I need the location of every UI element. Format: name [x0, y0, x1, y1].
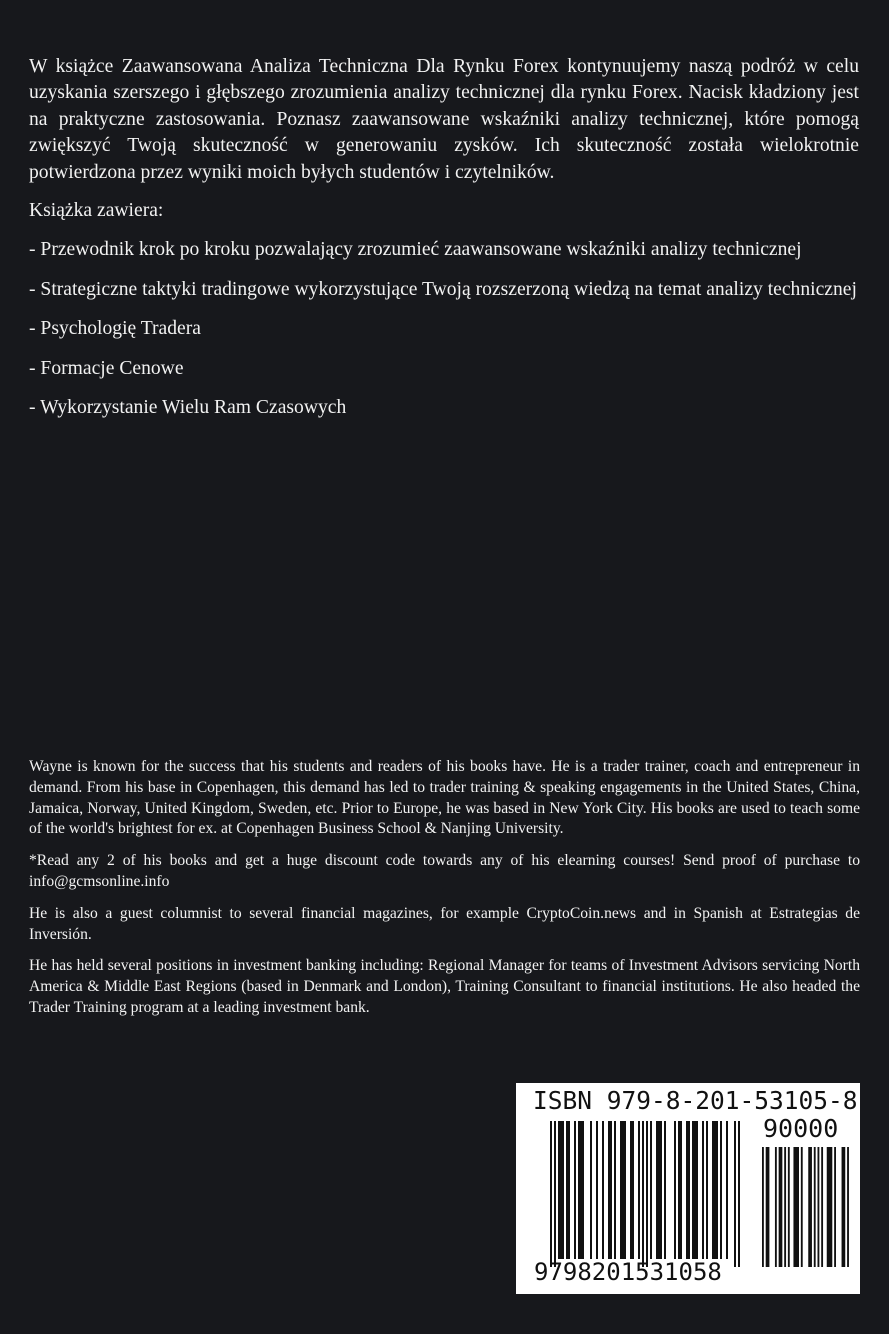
barcode-bar — [620, 1121, 626, 1259]
barcode-bar — [656, 1121, 662, 1259]
barcode-bar — [720, 1121, 722, 1259]
barcode-bar — [738, 1121, 740, 1267]
ean-number: 9798201531058 — [534, 1258, 722, 1286]
isbn-barcode — [516, 1083, 860, 1294]
barcode-bar — [847, 1147, 849, 1267]
barcode-bar — [664, 1121, 666, 1259]
barcode-bar — [550, 1121, 552, 1267]
book-description — [29, 54, 859, 434]
barcode-bar — [578, 1121, 584, 1259]
barcode-bar — [834, 1147, 836, 1267]
contents-heading: Książka zawiera: — [29, 200, 164, 222]
barcode-bar — [801, 1147, 803, 1267]
barcode-bar — [734, 1121, 736, 1267]
barcode-bar — [784, 1147, 786, 1267]
bio-paragraph: He has held several positions in investment banking including: Regional Manager for teams of Investment Advisors servicing North America & Middle East Regions (based in Denmark and London), Training Consultant to financial institutions. He also headed the Trader Training program at a leading investment bank. — [29, 957, 860, 1016]
barcode-bar — [590, 1121, 592, 1259]
price-addon-number: 90000 — [763, 1114, 839, 1143]
barcode-bar — [779, 1147, 783, 1267]
barcode-bar — [814, 1147, 816, 1267]
author-bio — [29, 757, 860, 1030]
barcode-bar — [818, 1147, 820, 1267]
barcode-bar — [712, 1121, 718, 1259]
barcode-bar — [642, 1121, 644, 1267]
barcode-bar — [596, 1121, 598, 1259]
contents-item: - Przewodnik krok po kroku pozwalający zrozumieć zaawansowane wskaźniki analizy technicznej — [29, 239, 802, 261]
barcode-bar — [630, 1121, 634, 1259]
isbn-label: ISBN 979-8-201-53105-8 — [533, 1086, 858, 1115]
barcode-bar — [793, 1147, 799, 1267]
barcode-bar — [678, 1121, 682, 1259]
barcode-bar — [558, 1121, 564, 1259]
barcode-bar — [842, 1147, 846, 1267]
barcode-bar — [808, 1147, 812, 1267]
contents-item: - Psychologię Tradera — [29, 318, 201, 340]
barcode-bar — [602, 1121, 604, 1259]
barcode-bar — [762, 1147, 764, 1267]
barcode-bar — [608, 1121, 612, 1259]
bio-paragraph: He is also a guest columnist to several financial magazines, for example CryptoCoin.news and in Spanish at Estrategias de Inversión. — [29, 904, 860, 943]
barcode-bar — [706, 1121, 708, 1259]
description-intro: W książce Zaawansowana Analiza Techniczna Dla Rynku Forex kontynuujemy naszą podróż w celu uzyskania szerszego i głębszego zrozumienia analizy technicznej dla rynku Forex. Nacisk kładziony jest na praktyczne zastosowania. Poznasz zaawansowane wskaźniki analizy technicznej, które pomogą zwiększyć Twoją skuteczność w generowaniu zysków. Ich skuteczność została wielokrotnie potwierdzona przez wyniki moich byłych studentów i czytelników. — [29, 56, 859, 183]
barcode-bar — [775, 1147, 777, 1267]
bio-paragraph: *Read any 2 of his books and get a huge discount code towards any of his elearning courses! Send proof of purchase to info@gcmsonline.info — [29, 852, 860, 890]
bio-paragraph: Wayne is known for the success that his students and readers of his books have. He is a trader trainer, coach and entrepreneur in demand. From his base in Copenhagen, this demand has led to trader training & speaking engagements in the United States, China, Jamaica, Norway, United Kingdom, Sweden, etc. Prior to Europe, he was based in New York City. His books are used to teach some of the world's brightest for ex. at Copenhagen Business School & Nanjing University. — [29, 758, 860, 838]
barcode-bar — [827, 1147, 833, 1267]
barcode-bar — [686, 1121, 690, 1259]
barcode-bar — [692, 1121, 698, 1259]
barcode-bar — [554, 1121, 556, 1267]
contents-item: - Wykorzystanie Wielu Ram Czasowych — [29, 397, 347, 419]
barcode-bar — [702, 1121, 704, 1259]
barcode-bar — [566, 1121, 570, 1259]
barcode-bar — [614, 1121, 616, 1259]
barcode-bar — [574, 1121, 576, 1259]
barcode-bar — [726, 1121, 728, 1259]
barcode-bar — [638, 1121, 640, 1259]
barcode-bar — [788, 1147, 790, 1267]
contents-item: - Formacje Cenowe — [29, 357, 184, 379]
contents-item: - Strategiczne taktyki tradingowe wykorzystujące Twoją rozszerzoną wiedzą na temat analizy technicznej — [29, 278, 857, 300]
barcode-bar — [674, 1121, 676, 1259]
barcode-bar — [646, 1121, 648, 1267]
barcode-bar — [650, 1121, 652, 1259]
barcode-bar — [766, 1147, 770, 1267]
barcode-bar — [821, 1147, 823, 1267]
